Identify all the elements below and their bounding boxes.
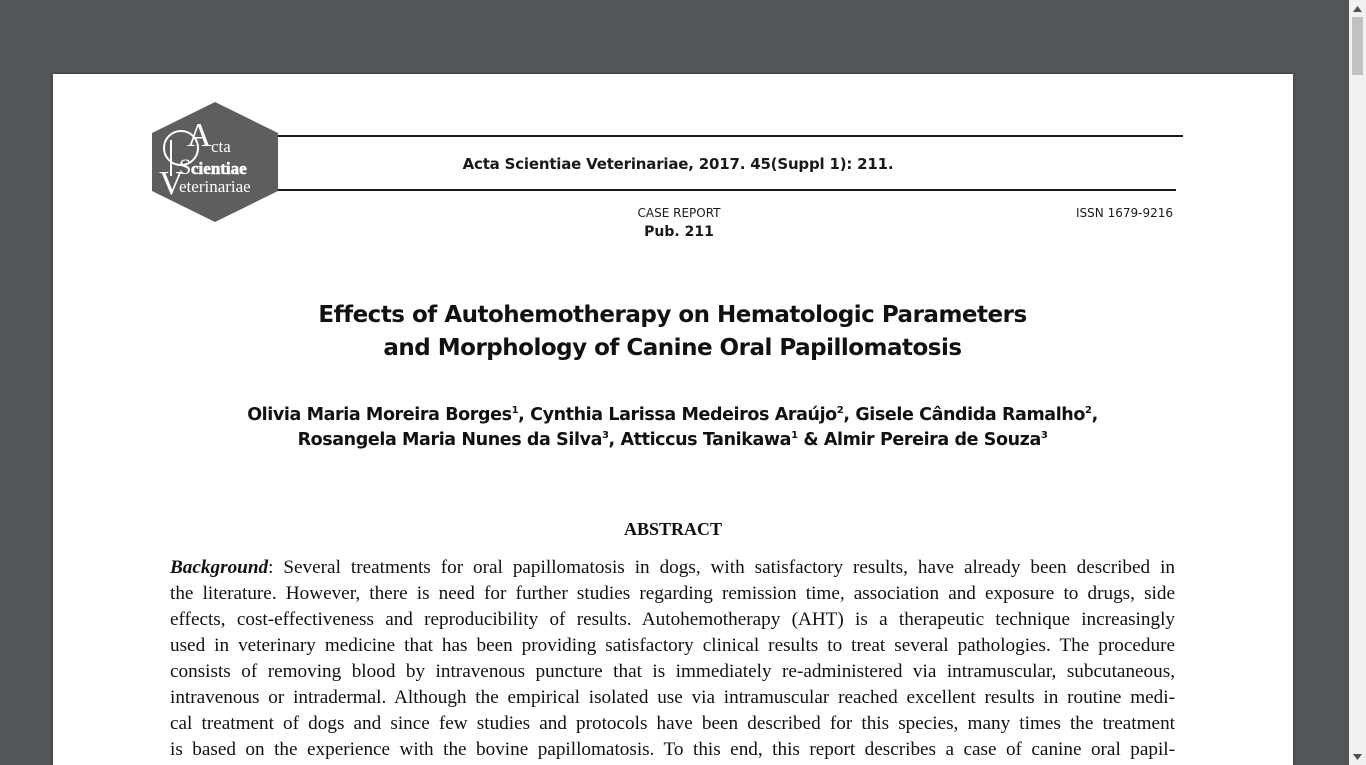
author-affiliation: 2 xyxy=(836,405,844,417)
issn: ISSN 1679-9216 xyxy=(1076,206,1173,220)
header-rule-top xyxy=(278,135,1183,137)
abstract-line: cal treatment of dogs and since few studies and protocols have been described for this species, many times the treatment xyxy=(170,713,1175,734)
author-name: Gisele Cândida Ramalho xyxy=(855,405,1085,425)
author-name: Atticcus Tanikawa xyxy=(620,430,792,450)
journal-citation: Acta Scientiae Veterinariae, 2017. 45(Suppl 1): 211. xyxy=(462,155,894,173)
abstract-body xyxy=(170,555,1175,763)
logo-letter-s: S xyxy=(179,154,192,179)
author-affiliation: 3 xyxy=(1040,430,1048,442)
title-line-2: and Morphology of Canine Oral Papillomatosis xyxy=(383,335,962,361)
title-line-1: Effects of Autohemotherapy on Hematologic Parameters xyxy=(318,302,1027,328)
scrollbar-thumb[interactable] xyxy=(1352,17,1363,75)
abstract-line: effects, cost-effectiveness and reproducibility of results. Autohemotherapy (AHT) is a therapeutic technique increasingly xyxy=(170,609,1175,630)
author-name: Olivia Maria Moreira Borges xyxy=(247,405,512,425)
abstract-heading: ABSTRACT xyxy=(623,519,723,539)
vertical-scrollbar[interactable] xyxy=(1349,0,1366,765)
author-name: Cynthia Larissa Medeiros Araújo xyxy=(530,405,837,425)
header-rule-bottom xyxy=(278,189,1176,191)
scroll-down-button[interactable] xyxy=(1349,748,1366,765)
author-name: Rosangela Maria Nunes da Silva xyxy=(297,430,602,450)
pdf-page xyxy=(53,74,1293,765)
author-affiliation: 1 xyxy=(791,430,798,442)
abstract-line: is based on the experience with the bovine papillomatosis. To this end, this report describes a case of canine oral papil- xyxy=(170,739,1175,760)
abstract-label: Background xyxy=(170,557,269,578)
author-line-1: Olivia Maria Moreira Borges$^1$, Cynthia Larissa Medeiros Araújo$^2$, Gisele Cândida Ramalho$^2$, xyxy=(247,405,1098,425)
author-affiliation: 2 xyxy=(1085,405,1092,417)
abstract-line: Background: Several treatments for oral papillomatosis in dogs, with satisfactory results, have already been described in xyxy=(170,557,1175,578)
abstract-line: the literature. However, there is need for further studies regarding remission time, association and exposure to drugs, side xyxy=(170,583,1175,604)
logo-letter-a: A xyxy=(187,117,212,154)
article-title xyxy=(233,299,1112,365)
abstract-line: consists of removing blood by intravenous puncture that is immediately re-administered via intramuscular, subcutaneous, xyxy=(170,661,1175,682)
logo-word-eterinariae: eterinariae xyxy=(179,177,251,196)
author-affiliation: 1 xyxy=(511,405,519,417)
author-line-2: Rosangela Maria Nunes da Silva$^3$, Atticcus Tanikawa$^1$ & Almir Pereira de Souza$^3$ xyxy=(297,430,1048,450)
logo-word-cta: cta xyxy=(211,137,231,156)
pub-number: Pub. 211 xyxy=(644,224,714,240)
abstract-line: intravenous or intradermal. Although the empirical isolated use via intramuscular reached excellent results in routine medi- xyxy=(170,687,1175,708)
author-list xyxy=(203,403,1142,453)
logo-word-cientiae: cientiae xyxy=(191,159,247,178)
triangle-down-icon xyxy=(1353,754,1362,760)
triangle-up-icon xyxy=(1353,6,1362,12)
author-affiliation: 3 xyxy=(601,430,609,442)
author-name: Almir Pereira de Souza xyxy=(823,430,1041,450)
logo-letter-v: V xyxy=(159,165,184,202)
journal-logo xyxy=(149,100,281,224)
article-type: CASE REPORT xyxy=(637,206,721,220)
scroll-up-button[interactable] xyxy=(1349,0,1366,17)
abstract-line: used in veterinary medicine that has been providing satisfactory clinical results to treat several pathologies. The procedure xyxy=(170,635,1175,656)
